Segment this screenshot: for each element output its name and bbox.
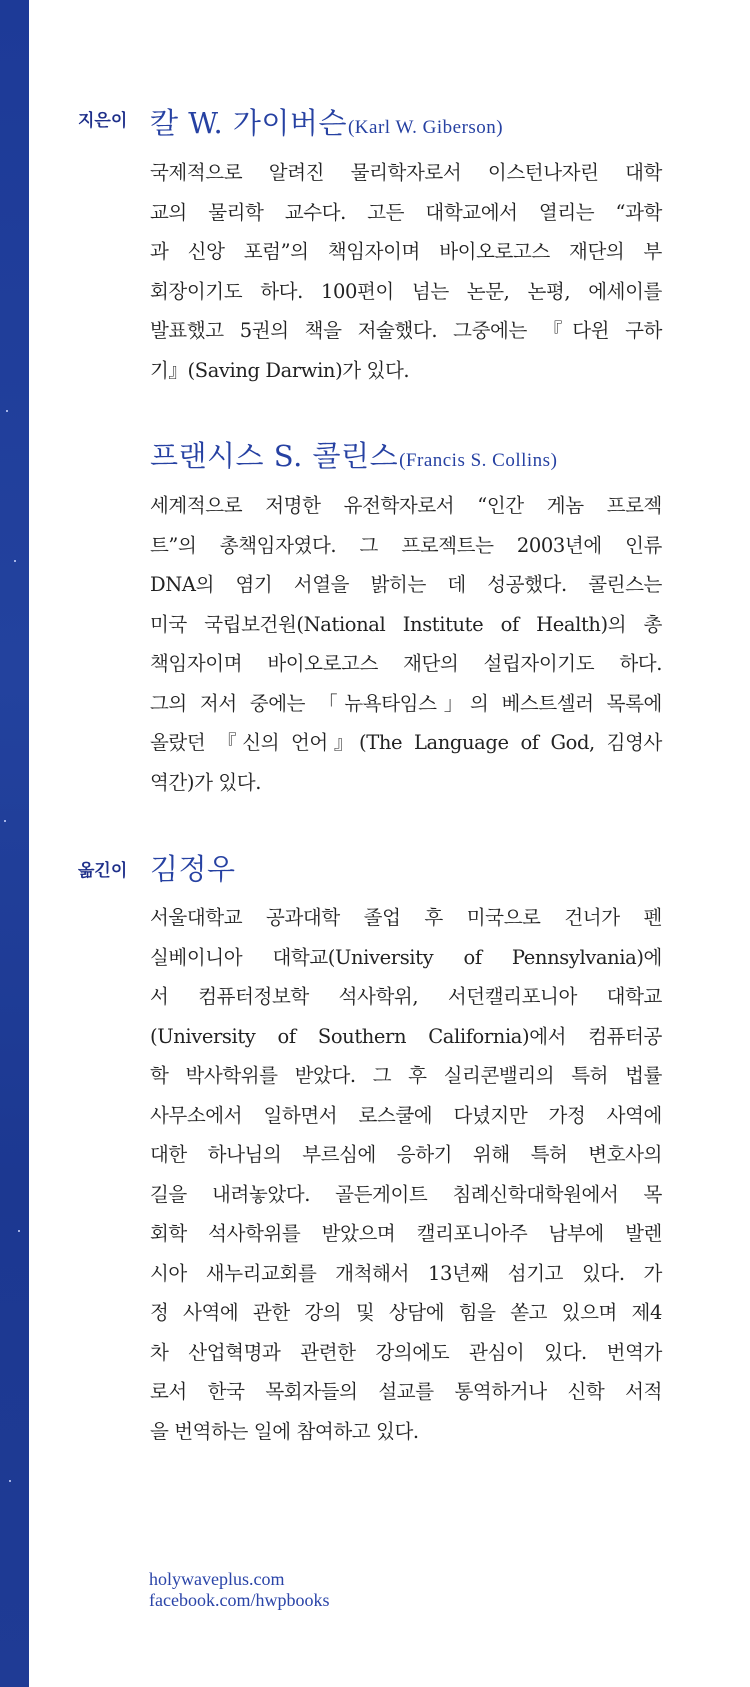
bio-line: 트”의 총책임자였다. 그 프로젝트는 2003년에 인류 xyxy=(150,533,662,557)
publisher-links xyxy=(149,1569,329,1611)
side-color-band xyxy=(0,0,29,1687)
star-decoration xyxy=(9,1480,11,1482)
author-role-label: 지은이 xyxy=(78,111,128,131)
facebook-link[interactable]: facebook.com/hwpbooks xyxy=(149,1590,330,1610)
bio-line: 실베이니아 대학교(University of Pennsylvania)에 xyxy=(150,945,662,969)
website-link[interactable]: holywaveplus.com xyxy=(149,1569,285,1589)
author-name-korean: 칼 W. 가이버슨 xyxy=(150,106,347,140)
bio-line: 교의 물리학 교수다. 고든 대학교에서 열리는 “과학 xyxy=(150,200,662,224)
bio-line: 서 컴퓨터정보학 석사학위, 서던캘리포니아 대학교 xyxy=(150,985,662,1008)
coauthor-name xyxy=(150,434,557,475)
bio-line: 기』(Saving Darwin)가 있다. xyxy=(150,358,410,382)
bio-line: 회학 석사학위를 받았으며 캘리포니아주 남부에 발렌 xyxy=(150,1222,662,1245)
star-decoration xyxy=(4,820,6,822)
coauthor-bio xyxy=(150,486,662,802)
author-bio xyxy=(150,153,662,390)
bio-line: 서울대학교 공과대학 졸업 후 미국으로 건너가 펜 xyxy=(150,906,662,929)
translator-role-label: 옮긴이 xyxy=(78,861,128,881)
bio-line: 세계적으로 저명한 유전학자로서 “인간 게놈 프로젝 xyxy=(150,494,662,517)
coauthor-name-korean: 프랜시스 S. 콜린스 xyxy=(150,439,399,473)
bio-line: 그의 저서 중에는 「뉴욕타임스」의 베스트셀러 목록에 xyxy=(150,691,662,715)
author-name xyxy=(150,101,503,142)
bio-line: 과 신앙 포럼”의 책임자이며 바이오로고스 재단의 부 xyxy=(150,240,662,263)
bio-line: 차 산업혁명과 관련한 강의에도 관심이 있다. 번역가 xyxy=(150,1340,662,1364)
bio-line: 발표했고 5권의 책을 저술했다. 그중에는 『다윈 구하 xyxy=(150,319,662,342)
bio-line: 미국 국립보건원(National Institute of Health)의 총 xyxy=(150,612,662,636)
author-name-english: (Karl W. Giberson) xyxy=(347,117,504,138)
translator-name-korean: 김정우 xyxy=(150,852,236,886)
bio-line: 로서 한국 목회자들의 설교를 통역하거나 신학 서적 xyxy=(150,1380,662,1403)
bio-line: 시아 새누리교회를 개척해서 13년째 섬기고 있다. 가 xyxy=(150,1261,662,1285)
translator-bio xyxy=(150,898,662,1451)
bio-line: 을 번역하는 일에 참여하고 있다. xyxy=(150,1419,419,1443)
translator-name xyxy=(150,847,236,888)
bio-line: 사무소에서 일하면서 로스쿨에 다녔지만 가정 사역에 xyxy=(150,1103,662,1127)
bio-line: 국제적으로 알려진 물리학자로서 이스턴나자린 대학 xyxy=(150,161,662,184)
bio-line: 책임자이며 바이오로고스 재단의 설립자이기도 하다. xyxy=(150,652,662,675)
bio-line: (University of Southern California)에서 컴퓨터공 xyxy=(150,1024,662,1048)
bio-line: 학 박사학위를 받았다. 그 후 실리콘밸리의 특허 법률 xyxy=(150,1064,662,1087)
star-decoration xyxy=(18,1230,20,1232)
bio-line: DNA의 염기 서열을 밝히는 데 성공했다. 콜린스는 xyxy=(150,573,662,596)
bio-line: 역간)가 있다. xyxy=(150,770,261,794)
coauthor-name-english: (Francis S. Collins) xyxy=(399,450,558,471)
bio-line: 정 사역에 관한 강의 및 상담에 힘을 쏟고 있으며 제4 xyxy=(150,1301,662,1324)
bio-line: 회장이기도 하다. 100편이 넘는 논문, 논평, 에세이를 xyxy=(150,279,662,303)
bio-line: 길을 내려놓았다. 골든게이트 침례신학대학원에서 목 xyxy=(150,1182,662,1206)
star-decoration xyxy=(14,560,16,562)
bio-line: 대한 하나님의 부르심에 응하기 위해 특허 변호사의 xyxy=(150,1143,662,1166)
star-decoration xyxy=(6,410,8,412)
bio-line: 올랐던 『신의 언어』(The Language of God, 김영사 xyxy=(150,731,662,754)
